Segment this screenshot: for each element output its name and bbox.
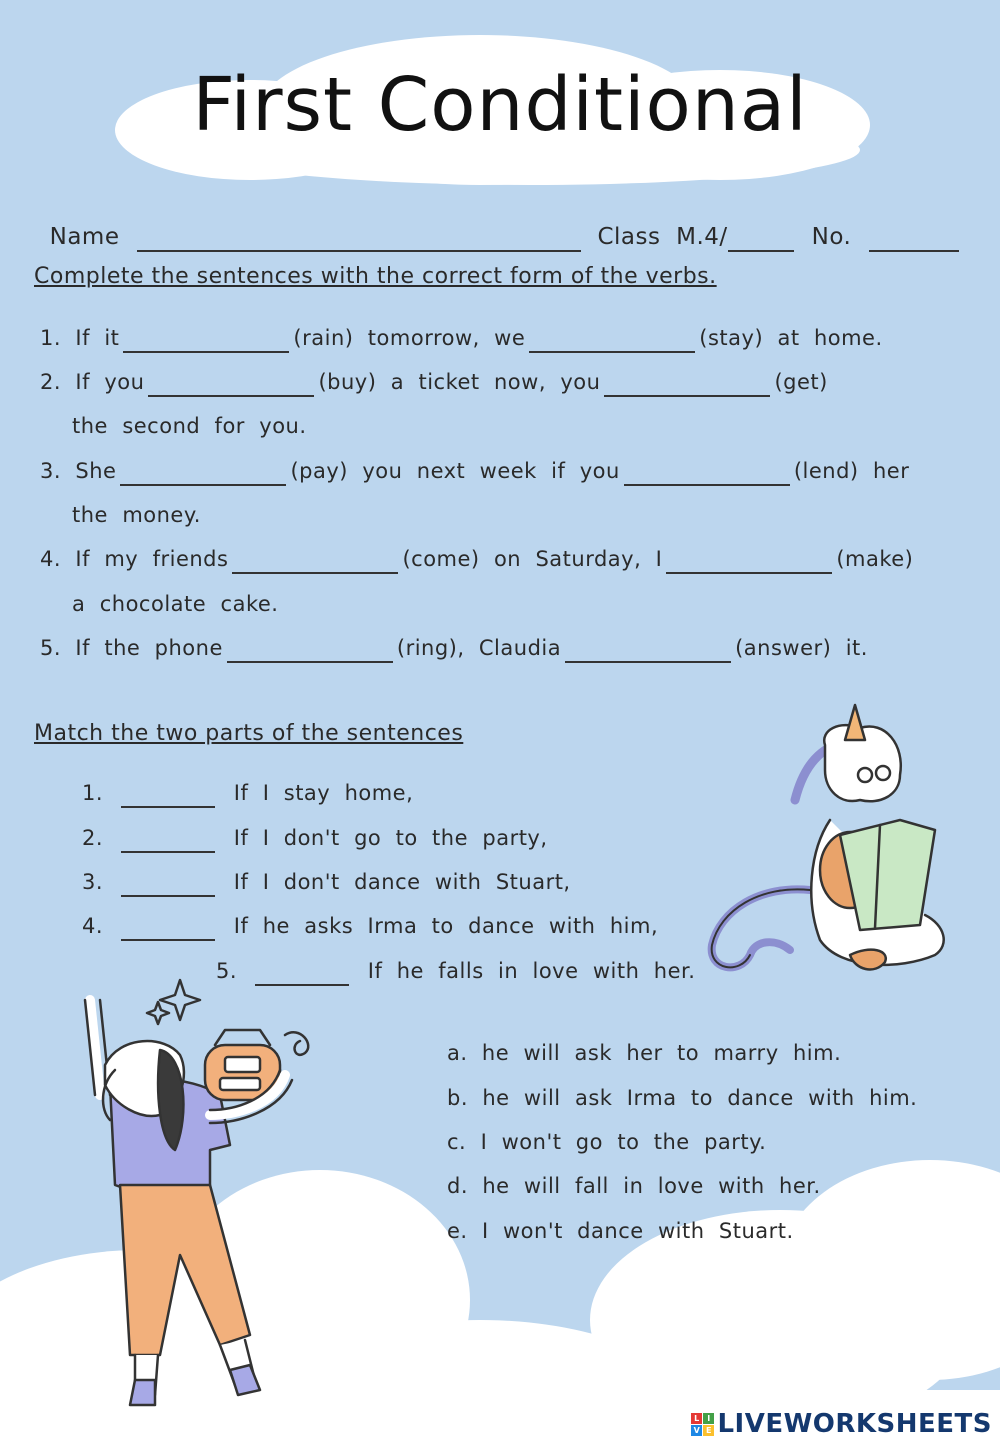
answer-input-1b[interactable] xyxy=(529,331,695,353)
fill-item-3-continued: the money. xyxy=(72,503,201,527)
class-input[interactable] xyxy=(728,230,794,252)
item-text: If he asks Irma to dance with him, xyxy=(233,914,659,938)
item-number: 1. xyxy=(40,326,62,350)
name-input[interactable] xyxy=(137,230,581,252)
match-item-1 xyxy=(82,781,413,808)
section2-instruction: Match the two parts of the sentences xyxy=(34,721,464,746)
fill-item-2-continued: the second for you. xyxy=(72,414,307,438)
answer-input-3a[interactable] xyxy=(120,464,286,486)
match-option-c: c. I won't go to the party. xyxy=(447,1130,767,1154)
item-text: (get) xyxy=(774,370,828,394)
item-number: 2. xyxy=(82,826,104,850)
item-text: She xyxy=(75,459,117,483)
answer-input-5b[interactable] xyxy=(565,641,731,663)
item-text: If I don't dance with Stuart, xyxy=(233,870,571,894)
item-number: 3. xyxy=(82,870,104,894)
item-text: If he falls in love with her. xyxy=(367,959,696,983)
item-text: (rain) tomorrow, we xyxy=(293,326,526,350)
item-text: If the phone xyxy=(75,636,223,660)
item-text: If you xyxy=(75,370,145,394)
item-number: 3. xyxy=(40,459,62,483)
match-input-1[interactable] xyxy=(121,786,215,808)
fill-item-2 xyxy=(40,370,828,397)
name-label: Name xyxy=(49,224,120,250)
match-item-4 xyxy=(82,914,658,941)
item-text: If I stay home, xyxy=(233,781,414,805)
item-text: (lend) her xyxy=(793,459,910,483)
item-text: If I don't go to the party, xyxy=(233,826,548,850)
item-text: (come) on Saturday, I xyxy=(402,547,663,571)
match-option-a: a. he will ask her to marry him. xyxy=(447,1041,842,1065)
match-input-2[interactable] xyxy=(121,831,215,853)
class-label: Class M.4/ xyxy=(597,224,728,250)
answer-input-4b[interactable] xyxy=(666,552,832,574)
item-number: 2. xyxy=(40,370,62,394)
match-input-3[interactable] xyxy=(121,875,215,897)
brand-logo-letter: I xyxy=(703,1413,714,1424)
match-option-d: d. he will fall in love with her. xyxy=(447,1174,821,1198)
item-text: (ring), Claudia xyxy=(396,636,562,660)
item-number: 1. xyxy=(82,781,104,805)
item-number: 4. xyxy=(82,914,104,938)
liveworksheets-brand[interactable] xyxy=(691,1409,992,1439)
item-number: 5. xyxy=(216,959,238,983)
answer-input-2a[interactable] xyxy=(148,375,314,397)
item-text: (buy) a ticket now, you xyxy=(318,370,601,394)
item-text: If it xyxy=(75,326,120,350)
brand-logo-letter: E xyxy=(703,1425,714,1436)
brand-logo-letter: V xyxy=(691,1425,702,1436)
name-row xyxy=(34,198,963,252)
answer-input-3b[interactable] xyxy=(624,464,790,486)
item-number: 4. xyxy=(40,547,62,571)
number-label: No. xyxy=(811,224,852,250)
match-input-4[interactable] xyxy=(121,919,215,941)
match-item-2 xyxy=(82,826,548,853)
section1-instruction: Complete the sentences with the correct form of the verbs. xyxy=(34,264,717,289)
fill-item-4-continued: a chocolate cake. xyxy=(72,592,279,616)
brand-logo-letter: L xyxy=(691,1413,702,1424)
item-text: (pay) you next week if you xyxy=(290,459,620,483)
fill-item-4 xyxy=(40,547,913,574)
item-number: 5. xyxy=(40,636,62,660)
answer-input-5a[interactable] xyxy=(227,641,393,663)
fill-item-1 xyxy=(40,326,883,353)
match-option-b: b. he will ask Irma to dance with him. xyxy=(447,1086,918,1110)
item-text: (stay) at home. xyxy=(699,326,883,350)
answer-input-1a[interactable] xyxy=(123,331,289,353)
number-input[interactable] xyxy=(869,230,959,252)
match-option-e: e. I won't dance with Stuart. xyxy=(447,1219,794,1243)
item-text: (answer) it. xyxy=(735,636,868,660)
answer-input-4a[interactable] xyxy=(232,552,398,574)
match-item-3 xyxy=(82,870,571,897)
page-title: First Conditional xyxy=(192,62,808,148)
item-text: (make) xyxy=(836,547,914,571)
brand-logo-icon xyxy=(691,1413,714,1436)
unicorn-reading-illustration xyxy=(700,700,960,1000)
fill-item-3 xyxy=(40,459,909,486)
dog-with-radio-illustration xyxy=(60,975,340,1415)
brand-name: LIVEWORKSHEETS xyxy=(717,1409,992,1439)
answer-input-2b[interactable] xyxy=(604,375,770,397)
item-text: If my friends xyxy=(75,547,229,571)
fill-item-5 xyxy=(40,636,868,663)
